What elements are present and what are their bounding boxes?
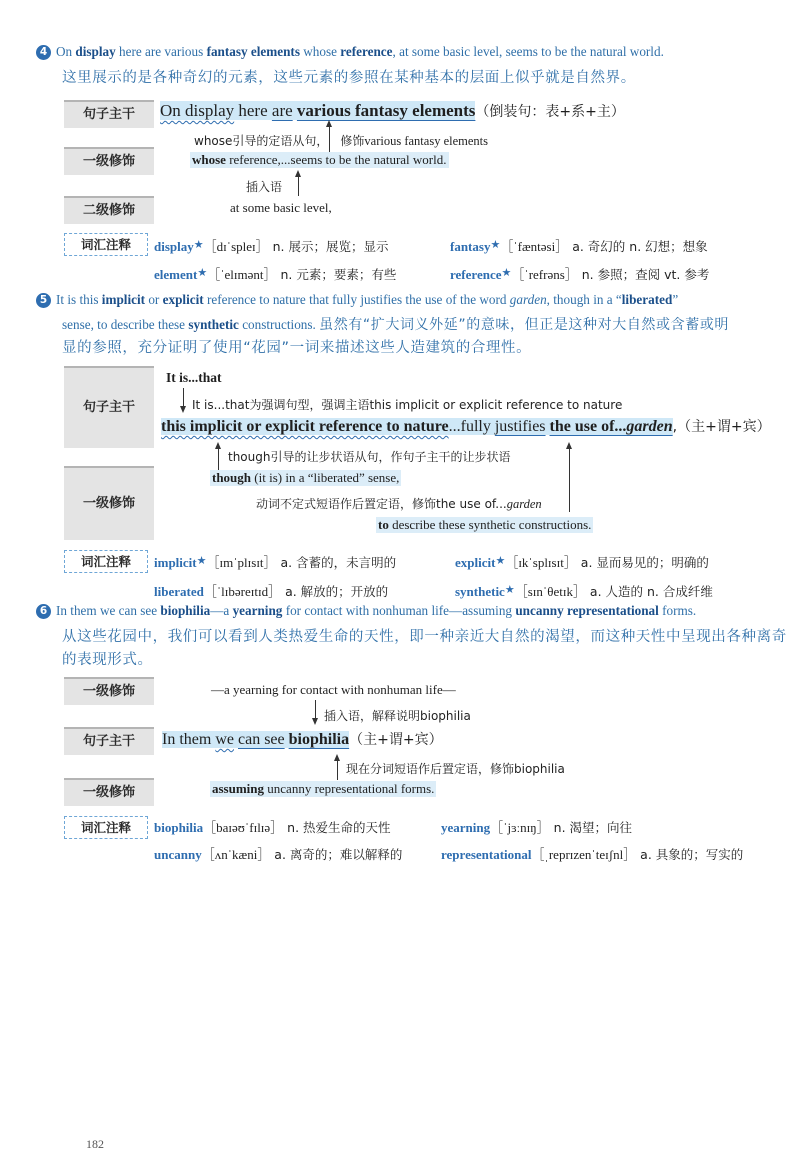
label-level1-modifier: 一级修饰	[64, 778, 154, 806]
annotation-4-2: 插入语	[246, 180, 283, 194]
vocab-item: liberated［ˈlɪbəreɪtɪd］ a. 解放的；开放的	[154, 584, 389, 599]
vocab-item: biophilia［baɪəʊˈfɪlɪə］ n. 热爱生命的天性	[154, 820, 391, 835]
annotation-6-bottom: 现在分词短语作后置定语，修饰biophilia	[346, 762, 565, 776]
vocab-item: representational［ˌreprɪzenˈteɪʃnl］ a. 具象的；写实的	[441, 847, 744, 862]
label-level2-modifier: 二级修饰	[64, 196, 154, 224]
vocab-item: uncanny［ʌnˈkæni］ a. 离奇的；难以解释的	[154, 847, 403, 862]
annotation-5-2: 动词不定式短语作后置定语，修饰the use of...garden	[256, 497, 542, 511]
main-clause-5: this implicit or explicit reference to nature...fully justifies the use of...garden,（主+谓+宾）	[161, 418, 771, 435]
vocab-item: synthetic★［sɪnˈθetɪk］ a. 人造的 n. 合成纤维	[455, 584, 713, 599]
modifier-4-1: whose reference,...seems to be the natural world.	[192, 152, 447, 167]
label-vocabulary: 词汇注释	[64, 233, 148, 256]
emphasis-frame: It is...that	[166, 370, 222, 385]
annotation-5-1: though引导的让步状语从句，作句子主干的让步状语	[228, 450, 511, 464]
arrow-down-icon	[312, 718, 318, 725]
main-clause-6: In them we can see biophilia（主+谓+宾）	[162, 731, 443, 748]
label-main-clause: 句子主干	[64, 100, 154, 128]
arrow-down-icon	[180, 406, 186, 413]
sentence-4-chinese: 这里展示的是各种奇幻的元素，这些元素的参照在某种基本的层面上似乎就是自然界。	[62, 70, 636, 86]
sentence-5-english-line2: sense, to describe these synthetic constructions. 虽然有“扩大词义外延”的意味，但正是这种对大自然或含蓄或明	[62, 317, 730, 333]
modifier-5-1: though (it is) in a “liberated” sense,	[212, 470, 400, 485]
annotation-6-top: 插入语，解释说明biophilia	[324, 709, 471, 723]
modifier-4-2: at some basic level,	[230, 200, 332, 215]
sentence-number-badge: 4	[36, 45, 51, 60]
label-vocabulary: 词汇注释	[64, 550, 148, 573]
sentence-4-english: 4 On display here are various fantasy elements whose reference, at some basic level, seems to be the natural world.	[36, 44, 664, 60]
connector-line	[569, 448, 570, 512]
vocab-item: implicit★［ɪmˈplɪsɪt］ a. 含蓄的，未言明的	[154, 555, 397, 570]
sentence-6-chinese-line2: 的表现形式。	[62, 652, 153, 668]
main-clause-4: On display here are various fantasy elements（倒装句：表+系+主）	[160, 101, 625, 120]
modifier-5-2: to describe these synthetic constructions.	[378, 517, 592, 532]
vocab-item: reference★［ˈrefrəns］ n. 参照；查阅 vt. 参考	[450, 267, 710, 282]
vocab-item: display★［dɪˈspleɪ］ n. 展示；展览；显示	[154, 239, 389, 254]
sentence-number-badge: 6	[36, 604, 51, 619]
sentence-6-chinese: 从这些花园中，我们可以看到人类热爱生命的天性，即一种亲近大自然的渴望，而这种天性中呈现出各种离奇	[62, 629, 787, 645]
connector-line	[329, 126, 330, 152]
label-main-clause: 句子主干	[64, 366, 154, 448]
sentence-5-chinese: 显的参照，充分证明了使用“花园”一词来描述这些人造建筑的合理性。	[62, 340, 532, 356]
sentence-number-badge: 5	[36, 293, 51, 308]
sentence-5-english: 5 It is this implicit or explicit reference to nature that fully justifies the use of the word garden, though in a “liberated”	[36, 292, 678, 308]
label-level1-modifier: 一级修饰	[64, 677, 154, 705]
vocab-item: element★［ˈelɪmənt］ n. 元素；要素；有些	[154, 267, 397, 282]
annotation-5-top: It is...that为强调句型，强调主语this implicit or explicit reference to nature	[192, 398, 623, 412]
label-level1-modifier: 一级修饰	[64, 466, 154, 540]
page-number: 182	[86, 1137, 104, 1151]
label-vocabulary: 词汇注释	[64, 816, 148, 839]
modifier-6-bottom: assuming uncanny representational forms.	[212, 781, 435, 796]
vocab-item: yearning［ˈjɜːnɪŋ］ n. 渴望；向往	[441, 820, 633, 835]
modifier-6-top: —a yearning for contact with nonhuman life—	[211, 682, 456, 697]
annotation-4-1: whose引导的定语从句， 修饰various fantasy elements	[194, 134, 488, 148]
label-level1-modifier: 一级修饰	[64, 147, 154, 175]
vocab-item: explicit★［ɪkˈsplɪsɪt］ a. 显而易见的；明确的	[455, 555, 709, 570]
connector-line	[337, 760, 338, 780]
sentence-6-english: 6 In them we can see biophilia—a yearning for contact with nonhuman life—assuming uncanny representational forms.	[36, 603, 696, 619]
vocab-item: fantasy★［ˈfæntəsi］ a. 奇幻的 n. 幻想；想象	[450, 239, 708, 254]
connector-line	[218, 448, 219, 470]
label-main-clause: 句子主干	[64, 727, 154, 755]
connector-line	[298, 176, 299, 196]
